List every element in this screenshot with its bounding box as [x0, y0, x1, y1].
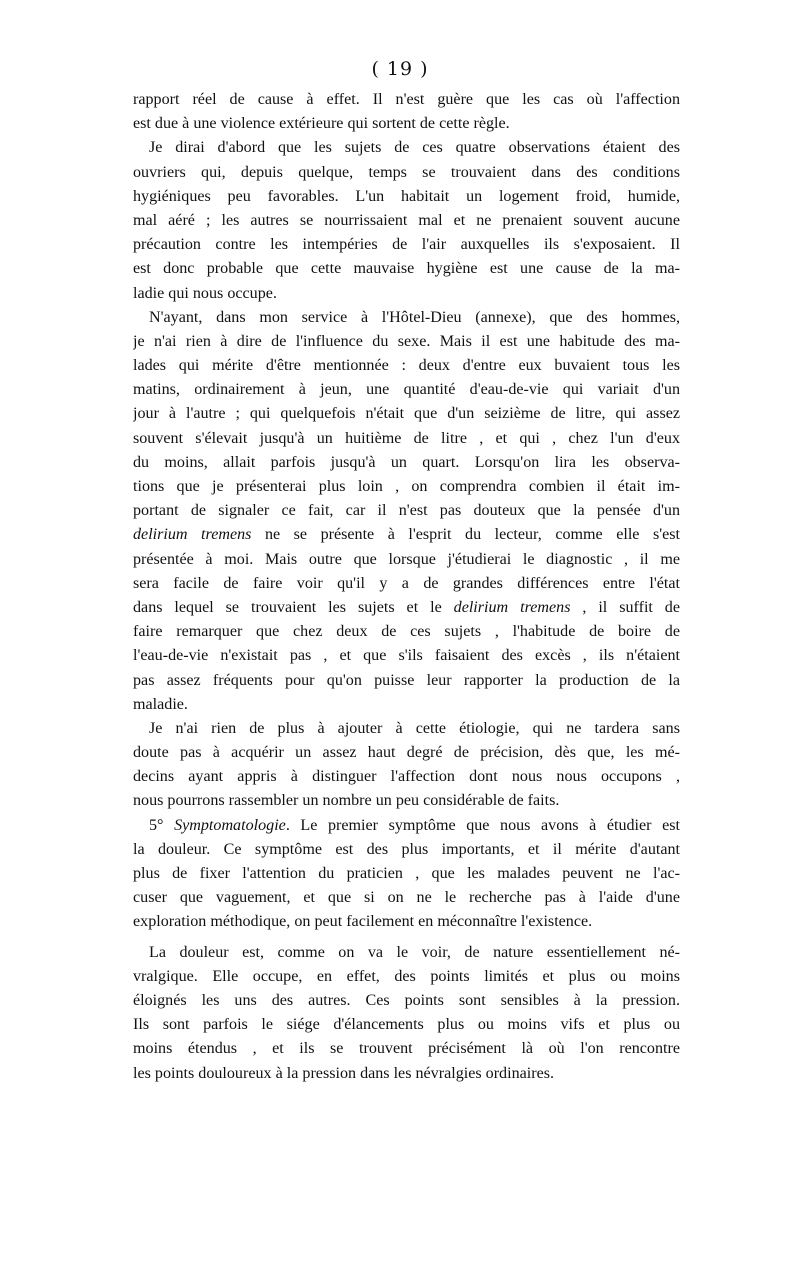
page-number: ( 19 )	[371, 58, 429, 80]
text-line: exploration méthodique, on peut facilement en méconnaître l'existence.	[133, 913, 593, 931]
text-line: Je n'ai rien de plus à ajouter à cette étiologie, qui ne tardera sans	[149, 719, 680, 737]
text-line: vralgique. Elle occupe, en effet, des points limités et plus ou moins	[133, 967, 680, 985]
text-line: portant de signaler ce fait, car il n'est pas douteux que la pensée d'un	[133, 502, 680, 520]
paragraph	[133, 717, 680, 814]
body-text	[133, 88, 680, 1086]
text-line: N'ayant, dans mon service à l'Hôtel-Dieu (annexe), que des hommes,	[149, 308, 680, 326]
text-line: nous pourrons rassembler un nombre un peu considérable de faits.	[133, 792, 560, 810]
text-line: Je dirai d'abord que les sujets de ces quatre observations étaient des	[149, 139, 680, 157]
text-line: précaution contre les intempéries de l'air auxquelles ils s'exposaient. Il	[133, 236, 680, 254]
text-line: lades qui mérite d'être mentionnée : deux d'entre eux buvaient tous les	[133, 357, 680, 375]
text-line: decins ayant appris à distinguer l'affection dont nous nous occupons ,	[133, 768, 680, 786]
paragraph	[133, 88, 680, 136]
text-line: pas assez fréquents pour qu'on puisse leur rapporter la production de la	[133, 671, 680, 689]
text-line: tions que je présenterai plus loin , on comprendra combien il était im-	[133, 478, 680, 495]
paragraph	[133, 941, 680, 1086]
text-line: ouvriers qui, depuis quelque, temps se trouvaient dans des conditions	[133, 163, 680, 181]
text-line: jour à l'autre ; qui quelquefois n'était que d'un seizième de litre, qui assez	[133, 405, 680, 423]
text-line: mal aéré ; les autres se nourrissaient mal et ne prenaient souvent aucune	[133, 211, 680, 229]
text-line: éloignés les uns des autres. Ces points sont sensibles à la pression.	[133, 991, 680, 1009]
text-line: plus de fixer l'attention du praticien , que les malades peuvent ne l'ac-	[133, 865, 680, 882]
text-line: maladie.	[133, 695, 188, 713]
text-line: moins étendus , et ils se trouvent précisément là où l'on rencontre	[133, 1040, 680, 1058]
text-line: faire remarquer que chez deux de ces sujets , l'habitude de boire de	[133, 623, 680, 641]
text-line: je n'ai rien à dire de l'influence du sexe. Mais il est une habitude des ma-	[133, 332, 680, 350]
text-line: delirium tremens ne se présente à l'esprit du lecteur, comme elle s'est	[133, 526, 680, 544]
paragraph	[133, 814, 680, 935]
text-line: est donc probable que cette mauvaise hygiène est une cause de la ma-	[133, 260, 680, 278]
text-line: La douleur est, comme on va le voir, de nature essentiellement né-	[149, 943, 680, 961]
text-line: présentée à moi. Mais outre que lorsque j'étudierai le diagnostic , il me	[133, 550, 680, 568]
text-line: cuser que vaguement, et que si on ne le recherche pas à l'aide d'une	[133, 889, 680, 907]
text-line: sera facile de faire voir qu'il y a de grandes différences entre l'état	[133, 574, 680, 592]
text-line: 5° Symptomatologie. Le premier symptôme que nous avons à étudier est	[149, 816, 680, 834]
text-line: Ils sont parfois le siége d'élancements plus ou moins vifs et plus ou	[133, 1016, 680, 1034]
text-line: matins, ordinairement à jeun, une quantité d'eau-de-vie qui variait d'un	[133, 381, 680, 399]
text-line: les points douloureux à la pression dans les névralgies ordinaires.	[133, 1064, 555, 1082]
text-line: est due à une violence extérieure qui sortent de cette règle.	[133, 115, 510, 133]
text-line: souvent s'élevait jusqu'à un huitième de litre , et qui , chez l'un d'eux	[133, 429, 680, 447]
paragraph	[133, 306, 680, 717]
paragraph	[133, 136, 680, 305]
text-line: doute pas à acquérir un assez haut degré de précision, dès que, les mé-	[133, 744, 680, 762]
text-line: du moins, allait parfois jusqu'à un quart. Lorsqu'on lira les observa-	[133, 453, 680, 471]
text-line: hygiéniques peu favorables. L'un habitait un logement froid, humide,	[133, 187, 680, 205]
text-line: dans lequel se trouvaient les sujets et le delirium tremens , il suffit de	[133, 598, 680, 616]
text-line: ladie qui nous occupe.	[133, 284, 277, 302]
text-line: rapport réel de cause à effet. Il n'est guère que les cas où l'affection	[133, 91, 680, 108]
text-line: l'eau-de-vie n'existait pas , et que s'ils faisaient des excès , ils n'étaient	[133, 647, 680, 665]
text-line: la douleur. Ce symptôme est des plus importants, et il mérite d'autant	[133, 840, 680, 858]
